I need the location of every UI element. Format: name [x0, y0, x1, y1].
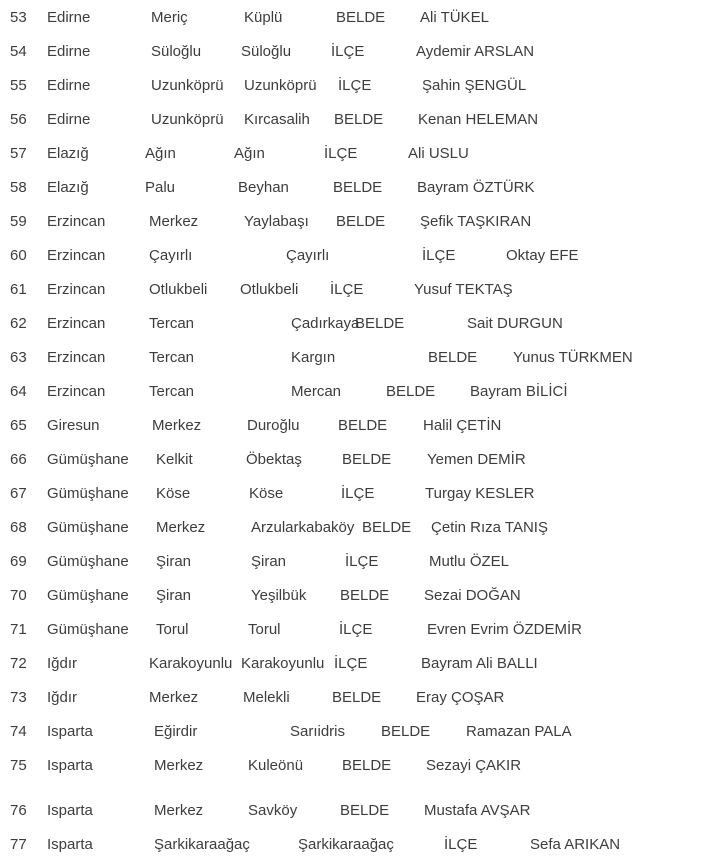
mayor-name: Oktay EFE — [506, 247, 579, 264]
municipality: Melekli — [243, 689, 290, 706]
mayor-name: Turgay KESLER — [425, 485, 535, 502]
province: Iğdır — [47, 689, 78, 706]
table-row — [0, 515, 706, 541]
district: Süloğlu — [151, 43, 202, 60]
type: İLÇE — [345, 553, 379, 570]
mayor-name: Bayram ÖZTÜRK — [417, 179, 535, 196]
municipality: Savköy — [248, 802, 298, 819]
province: Elazığ — [47, 145, 89, 162]
table-row — [0, 583, 706, 609]
type: BELDE — [332, 689, 382, 706]
row-number: 56 — [10, 111, 27, 128]
type: İLÇE — [331, 43, 365, 60]
type: BELDE — [386, 383, 436, 400]
mayor-name: Aydemir ARSLAN — [416, 43, 535, 60]
type: İLÇE — [339, 621, 373, 638]
table-row — [0, 617, 706, 643]
province: Edirne — [47, 111, 91, 128]
type: BELDE — [334, 111, 384, 128]
type: BELDE — [340, 802, 390, 819]
province: Isparta — [47, 802, 93, 819]
district: Tercan — [149, 315, 195, 332]
type: BELDE — [381, 723, 431, 740]
province: Isparta — [47, 836, 93, 853]
municipality: Torul — [248, 621, 281, 638]
province: Erzincan — [47, 281, 106, 298]
mayor-name: Eray ÇOŞAR — [416, 689, 505, 706]
row-number: 63 — [10, 349, 27, 366]
row-number: 60 — [10, 247, 27, 264]
district: Şiran — [156, 587, 192, 604]
type: İLÇE — [330, 281, 364, 298]
province: Erzincan — [47, 315, 106, 332]
province: Gümüşhane — [47, 451, 129, 468]
type: İLÇE — [334, 655, 368, 672]
row-number: 64 — [10, 383, 27, 400]
district: Merkez — [154, 802, 204, 819]
province: Elazığ — [47, 179, 89, 196]
mayor-name: Mustafa AVŞAR — [424, 802, 531, 819]
table-row — [0, 413, 706, 439]
table-row — [0, 832, 706, 858]
type: BELDE — [340, 587, 390, 604]
mayor-name: Sait DURGUN — [467, 315, 563, 332]
table-row — [0, 719, 706, 745]
mayor-name: Şefik TAŞKIRAN — [420, 213, 532, 230]
mayor-name: Çetin Rıza TANIŞ — [431, 519, 548, 536]
municipality: Ağın — [234, 145, 265, 162]
type: BELDE — [355, 315, 405, 332]
row-number: 68 — [10, 519, 27, 536]
district: Otlukbeli — [149, 281, 208, 298]
mayor-name: Sezai DOĞAN — [424, 587, 521, 604]
row-number: 55 — [10, 77, 27, 94]
row-number: 54 — [10, 43, 27, 60]
province: Edirne — [47, 77, 91, 94]
table-row — [0, 379, 706, 405]
row-number: 76 — [10, 802, 27, 819]
table-row — [0, 141, 706, 167]
table-row — [0, 277, 706, 303]
district: Karakoyunlu — [149, 655, 233, 672]
district: Şiran — [156, 553, 192, 570]
type: İLÇE — [422, 247, 456, 264]
mayor-name: Yemen DEMİR — [427, 451, 526, 468]
type: İLÇE — [338, 77, 372, 94]
mayor-name: Şahin ŞENGÜL — [422, 77, 527, 94]
mayor-name: Ramazan PALA — [466, 723, 572, 740]
type: BELDE — [333, 179, 383, 196]
municipality: Yeşilbük — [251, 587, 307, 604]
municipality: Küplü — [244, 9, 283, 26]
type: İLÇE — [444, 836, 478, 853]
mayor-name: Kenan HELEMAN — [418, 111, 539, 128]
mayor-name: Bayram Ali BALLI — [421, 655, 538, 672]
table-row — [0, 685, 706, 711]
municipality: Çayırlı — [286, 247, 330, 264]
municipality: Öbektaş — [246, 451, 302, 468]
province: Gümüşhane — [47, 485, 129, 502]
type: BELDE — [336, 9, 386, 26]
district: Merkez — [156, 519, 206, 536]
row-number: 77 — [10, 836, 27, 853]
table-row — [0, 107, 706, 133]
table-row — [0, 73, 706, 99]
row-number: 69 — [10, 553, 27, 570]
province: Gümüşhane — [47, 519, 129, 536]
district: Merkez — [152, 417, 202, 434]
table-row — [0, 753, 706, 779]
municipality: Yaylabaşı — [244, 213, 309, 230]
table-row — [0, 447, 706, 473]
municipality: Uzunköprü — [244, 77, 317, 94]
mayor-name: Halil ÇETİN — [423, 417, 502, 434]
mayor-name: Sefa ARIKAN — [530, 836, 621, 853]
row-number: 74 — [10, 723, 27, 740]
type: BELDE — [428, 349, 478, 366]
municipality: Karakoyunlu — [241, 655, 325, 672]
province: Gümüşhane — [47, 553, 129, 570]
province: Gümüşhane — [47, 587, 129, 604]
mayor-name: Sezayi ÇAKIR — [426, 757, 522, 774]
row-number: 70 — [10, 587, 27, 604]
table-row — [0, 798, 706, 824]
type: BELDE — [342, 451, 392, 468]
province: Isparta — [47, 757, 93, 774]
municipality: Çadırkaya — [291, 315, 360, 332]
row-number: 58 — [10, 179, 27, 196]
province: Edirne — [47, 43, 91, 60]
municipality: Şarkikaraağaç — [298, 836, 394, 853]
province: Erzincan — [47, 213, 106, 230]
row-number: 53 — [10, 9, 27, 26]
type: İLÇE — [341, 485, 375, 502]
district: Tercan — [149, 383, 195, 400]
district: Palu — [145, 179, 176, 196]
row-number: 61 — [10, 281, 27, 298]
district: Köse — [156, 485, 191, 502]
row-number: 71 — [10, 621, 27, 638]
row-number: 67 — [10, 485, 27, 502]
mayor-name: Mutlu ÖZEL — [429, 553, 510, 570]
row-number: 75 — [10, 757, 27, 774]
mayor-name: Bayram BİLİCİ — [470, 383, 568, 400]
row-number: 57 — [10, 145, 27, 162]
district: Uzunköprü — [151, 77, 224, 94]
province: Edirne — [47, 9, 91, 26]
municipality: Şiran — [251, 553, 287, 570]
mayor-name: Yusuf TEKTAŞ — [414, 281, 513, 298]
row-number: 62 — [10, 315, 27, 332]
province: Erzincan — [47, 383, 106, 400]
table-row — [0, 549, 706, 575]
district: Çayırlı — [149, 247, 193, 264]
row-number: 59 — [10, 213, 27, 230]
district: Kelkit — [156, 451, 193, 468]
table-row — [0, 209, 706, 235]
mayor-name: Evren Evrim ÖZDEMİR — [427, 621, 583, 638]
table-row — [0, 651, 706, 677]
mayor-name: Yunus TÜRKMEN — [513, 349, 633, 366]
municipality: Mercan — [291, 383, 342, 400]
municipality: Sarıidris — [290, 723, 346, 740]
district: Merkez — [149, 689, 199, 706]
table-row — [0, 243, 706, 269]
municipality: Kargın — [291, 349, 336, 366]
mayor-name: Ali USLU — [408, 145, 469, 162]
province: Isparta — [47, 723, 93, 740]
municipality: Otlukbeli — [240, 281, 299, 298]
municipality: Köse — [249, 485, 284, 502]
table-row — [0, 481, 706, 507]
province: Gümüşhane — [47, 621, 129, 638]
type: BELDE — [362, 519, 412, 536]
row-number: 66 — [10, 451, 27, 468]
row-number: 72 — [10, 655, 27, 672]
type: BELDE — [338, 417, 388, 434]
province: Erzincan — [47, 349, 106, 366]
municipality: Duroğlu — [247, 417, 300, 434]
district: Merkez — [149, 213, 199, 230]
table-row — [0, 175, 706, 201]
district: Merkez — [154, 757, 204, 774]
row-number: 65 — [10, 417, 27, 434]
table-row — [0, 311, 706, 337]
province: Giresun — [47, 417, 100, 434]
type: BELDE — [336, 213, 386, 230]
table-row — [0, 5, 706, 31]
district: Şarkikaraağaç — [154, 836, 250, 853]
mayor-name: Ali TÜKEL — [420, 9, 489, 26]
province: Erzincan — [47, 247, 106, 264]
district: Uzunköprü — [151, 111, 224, 128]
municipality: Arzularkabaköy — [251, 519, 355, 536]
district: Meriç — [151, 9, 188, 26]
type: İLÇE — [324, 145, 358, 162]
municipality: Beyhan — [238, 179, 289, 196]
municipality: Kuleönü — [248, 757, 304, 774]
district: Ağın — [145, 145, 176, 162]
type: BELDE — [342, 757, 392, 774]
row-number: 73 — [10, 689, 27, 706]
table-row — [0, 345, 706, 371]
municipality: Kırcasalih — [244, 111, 310, 128]
table-row — [0, 39, 706, 65]
district: Torul — [156, 621, 189, 638]
district: Eğirdir — [154, 723, 198, 740]
province: Iğdır — [47, 655, 78, 672]
municipality: Süloğlu — [241, 43, 292, 60]
district: Tercan — [149, 349, 195, 366]
